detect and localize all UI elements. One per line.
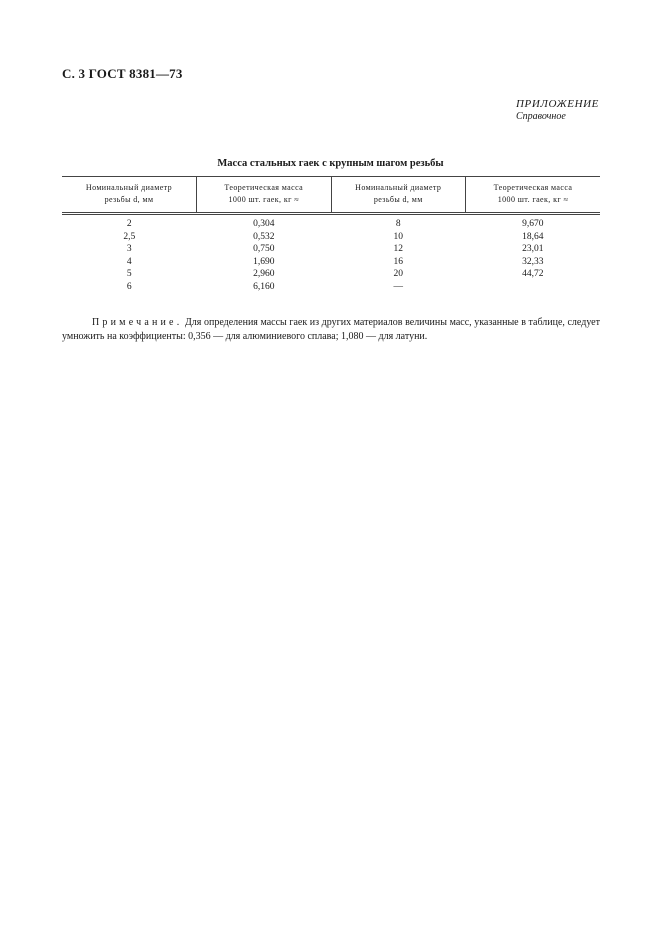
- column-header-line: Теоретическая масса: [493, 183, 573, 192]
- table-row: [62, 214, 600, 231]
- table-row: [62, 256, 600, 269]
- table-cell: 2: [126, 219, 132, 229]
- table-cell: 23,01: [522, 244, 544, 255]
- note-paragraph: [62, 316, 600, 344]
- appendix-block: [516, 98, 599, 122]
- column-header-diameter-1: [62, 177, 197, 214]
- table-cell: 6: [126, 281, 132, 292]
- table-cell: 10: [393, 231, 403, 242]
- table-cell: 3: [126, 244, 132, 255]
- nut-mass-table: [62, 176, 600, 294]
- table-row: [62, 231, 600, 244]
- table-cell: 32,33: [522, 256, 544, 267]
- table-row: [62, 243, 600, 256]
- column-header-diameter-2: [331, 177, 466, 214]
- appendix-title: ПРИЛОЖЕНИЕ: [516, 98, 599, 110]
- table-cell: 12: [393, 244, 403, 255]
- column-header-mass-1: [197, 177, 332, 214]
- table-cell: 4: [126, 256, 132, 267]
- column-header-line: 1000 шт. гаек, кг ≈: [497, 195, 569, 204]
- table-cell: 8: [395, 219, 401, 229]
- table-cell: 6,160: [253, 281, 275, 292]
- table-cell: 0,532: [253, 231, 275, 242]
- table-cell: 2,960: [253, 269, 275, 280]
- column-header-line: Теоретическая масса: [224, 183, 304, 192]
- table-row: [62, 281, 600, 294]
- table-row: [62, 268, 600, 281]
- table-cell: 20: [393, 269, 403, 280]
- column-header-line: Номинальный диаметр: [85, 183, 173, 192]
- table-cell: [466, 281, 601, 294]
- column-header-mass-2: [466, 177, 601, 214]
- column-header-line: резьбы d, мм: [104, 195, 154, 204]
- table-cell: 5: [126, 269, 132, 280]
- table-cell: 0,304: [253, 219, 275, 229]
- table-cell: 1,690: [253, 256, 275, 267]
- appendix-subtitle: Справочное: [516, 111, 566, 122]
- column-header-line: резьбы d, мм: [373, 195, 423, 204]
- table-cell: 18,64: [522, 231, 544, 242]
- table-cell: —: [393, 281, 403, 292]
- note-text: Для определения массы гаек из других материалов величины масс, указанные в таблице, следует умножить на коэффициенты: 0,356 — для алюминиевого сплава; 1,080 — для латуни.: [62, 317, 600, 342]
- table-cell: 0,750: [253, 244, 275, 255]
- note-label: Примечание.: [92, 317, 183, 328]
- column-header-line: 1000 шт. гаек, кг ≈: [228, 195, 299, 204]
- page-header: С. 3 ГОСТ 8381—73: [62, 66, 183, 81]
- table-title: Масса стальных гаек с крупным шагом резьбы: [217, 158, 444, 169]
- table-cell: 16: [393, 256, 403, 267]
- column-header-line: Номинальный диаметр: [355, 183, 442, 192]
- table-header-row: [62, 177, 600, 214]
- table-cell: 2,5: [123, 231, 136, 242]
- table-cell: 9,670: [522, 219, 544, 229]
- table-cell: 44,72: [522, 269, 544, 280]
